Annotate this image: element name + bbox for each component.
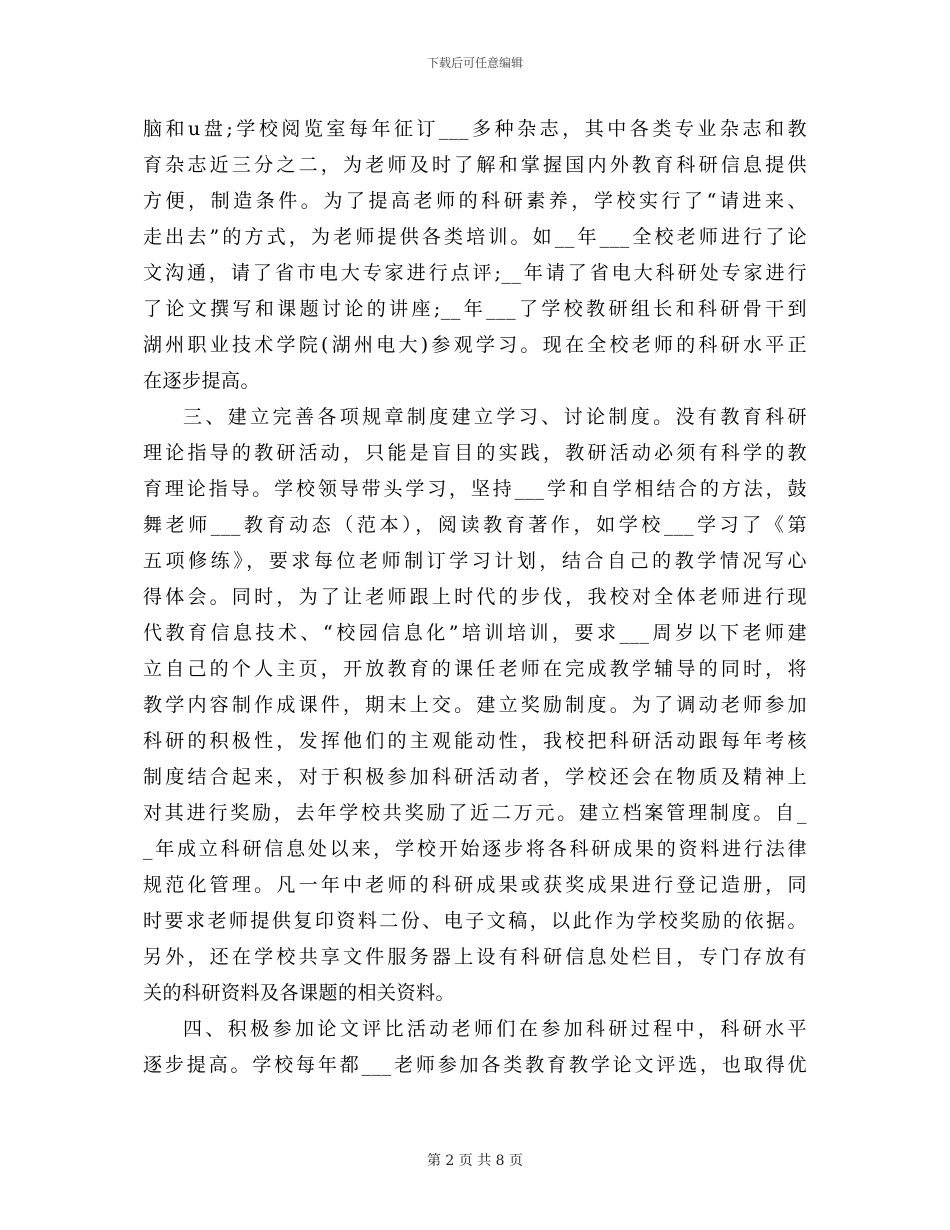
page-header: 下载后可任意编辑 [426,56,523,70]
page-number-footer: 第 2 页 共 8 页 [426,1153,524,1169]
text-line: 在逐步提高。 [143,370,261,392]
text-line: 代教育信息技术、“校园信息化”培训培训，要求___周岁以下老师建 [143,622,807,644]
text-line: 得体会。同时，为了让老师跟上时代的步伐，我校对全体老师进行现 [143,586,807,608]
text-line: 育杂志近三分之二，为老师及时了解和掌握国内外教育科研信息提供 [143,154,807,176]
text-line: 关的科研资料及各课题的相关资料。 [143,982,456,1004]
section-heading-line: 四、积极参加论文评比活动老师们在参加科研过程中，科研水平 [183,1018,807,1040]
text-line: 科研的积极性，发挥他们的主观能动性，我校把科研活动跟每年考核 [143,730,807,752]
text-line: 教学内容制作成课件，期末上交。建立奖励制度。为了调动老师参加 [143,694,807,716]
text-line: 时要求老师提供复印资料二份、电子文稿，以此作为学校奖励的依据。 [143,910,807,932]
text-line: 规范化管理。凡一年中老师的科研成果或获奖成果进行登记造册，同 [143,874,807,896]
text-line: 湖州职业技术学院(湖州电大)参观学习。现在全校老师的科研水平正 [143,334,807,356]
text-line: 了论文撰写和课题讨论的讲座;__年___了学校教研组长和科研骨干到 [143,298,807,320]
text-line: _年成立科研信息处以来，学校开始逐步将各科研成果的资料进行法律 [143,838,807,860]
text-line: 五项修练》，要求每位老师制订学习计划，结合自己的教学情况写心 [143,550,807,572]
text-line: 对其进行奖励，去年学校共奖励了近二万元。建立档案管理制度。自_ [143,802,807,824]
text-line: 脑和u盘;学校阅览室每年征订___多种杂志，其中各类专业杂志和教 [143,118,807,140]
text-line: 方便，制造条件。为了提高老师的科研素养，学校实行了“请进来、 [143,190,807,212]
text-line: 育理论指导。学校领导带头学习，坚持___学和自学相结合的方法，鼓 [143,478,807,500]
text-line: 文沟通，请了省市电大专家进行点评;__年请了省电大科研处专家进行 [143,262,807,284]
document-body [143,111,807,1083]
text-line: 立自己的个人主页，开放教育的课任老师在完成教学辅导的同时，将 [143,658,807,680]
text-line: 舞老师___教育动态（范本），阅读教育著作，如学校___学习了《第 [143,514,807,536]
text-line: 逐步提高。学校每年都___老师参加各类教育教学论文评选，也取得优 [143,1054,807,1076]
text-line: 理论指导的教研活动，只能是盲目的实践，教研活动必须有科学的教 [143,442,807,464]
text-line: 走出去”的方式，为老师提供各类培训。如__年___全校老师进行了论 [143,226,807,248]
section-heading-line: 三、建立完善各项规章制度建立学习、讨论制度。没有教育科研 [183,406,807,428]
text-line: 制度结合起来，对于积极参加科研活动者，学校还会在物质及精神上 [143,766,807,788]
text-line: 另外，还在学校共享文件服务器上设有科研信息处栏目，专门存放有 [143,946,807,968]
